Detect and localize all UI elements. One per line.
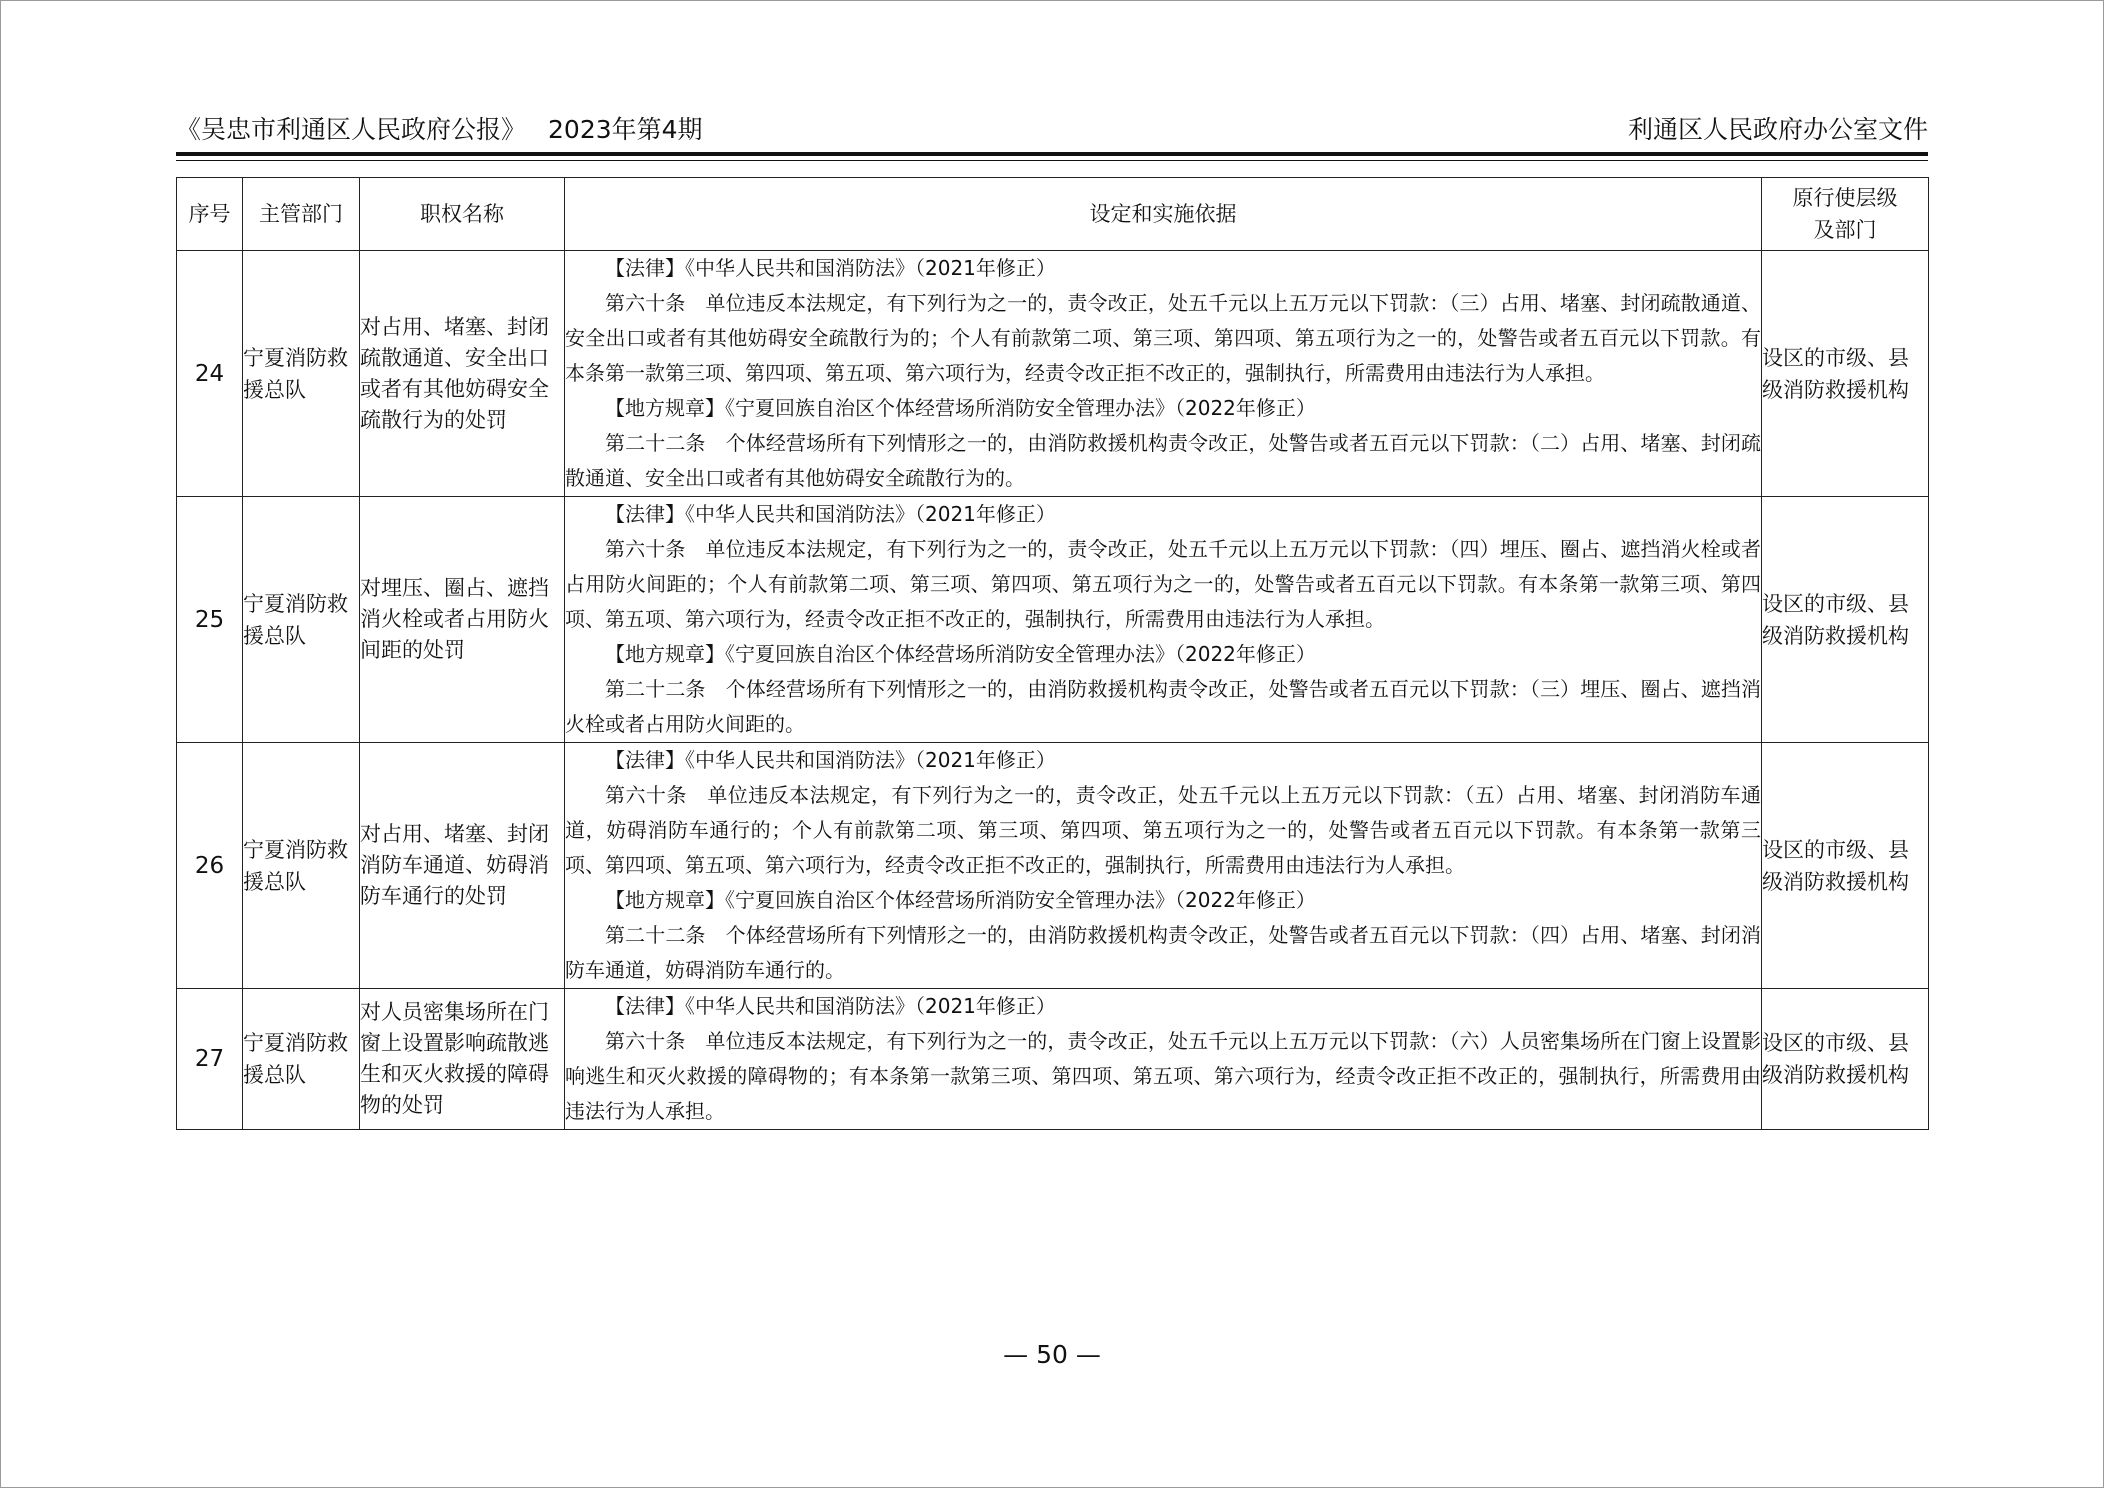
row-authority-name: 对占用、堵塞、封闭消防车通道、妨碍消防车通行的处罚 bbox=[360, 743, 565, 989]
row-basis bbox=[565, 989, 1762, 1130]
gazette-issue: 2023年第4期 bbox=[548, 115, 703, 144]
page-number: — 50 — bbox=[1003, 1340, 1101, 1369]
row-dept: 宁夏消防救援总队 bbox=[243, 989, 360, 1130]
row-authority-name: 对人员密集场所在门窗上设置影响疏散逃生和灭火救援的障碍物的处罚 bbox=[360, 989, 565, 1130]
row-level: 设区的市级、县级消防救援机构 bbox=[1762, 497, 1929, 743]
row-level: 设区的市级、县级消防救援机构 bbox=[1762, 743, 1929, 989]
basis-paragraph: 第二十二条 个体经营场所有下列情形之一的，由消防救援机构责令改正，处警告或者五百元以下罚款：（二）占用、堵塞、封闭疏散通道、安全出口或者有其他妨碍安全疏散行为的。 bbox=[565, 431, 1761, 490]
basis-paragraph: 【地方规章】《宁夏回族自治区个体经营场所消防安全管理办法》（2022年修正） bbox=[605, 888, 1316, 912]
row-authority-name: 对占用、堵塞、封闭疏散通道、安全出口或者有其他妨碍安全疏散行为的处罚 bbox=[360, 251, 565, 497]
col-header-no: 序号 bbox=[177, 178, 243, 251]
table-row bbox=[177, 497, 1929, 743]
gazette-name: 《吴忠市利通区人民政府公报》 bbox=[176, 115, 527, 144]
basis-paragraph: 第二十二条 个体经营场所有下列情形之一的，由消防救援机构责令改正，处警告或者五百元以下罚款：（四）占用、堵塞、封闭消防车通道，妨碍消防车通行的。 bbox=[565, 923, 1761, 982]
basis-paragraph: 第二十二条 个体经营场所有下列情形之一的，由消防救援机构责令改正，处警告或者五百元以下罚款：（三）埋压、圈占、遮挡消火栓或者占用防火间距的。 bbox=[565, 677, 1761, 736]
basis-paragraph: 第六十条 单位违反本法规定，有下列行为之一的，责令改正，处五千元以上五万元以下罚款：（五）占用、堵塞、封闭消防车通道，妨碍消防车通行的；个人有前款第二项、第三项、第四项、第五项行为之一的，处警告或者五百元以下罚款。有本条第一款第三项、第四项、第五项、第六项行为，经责令改正拒不改正的，强制执行，所需费用由违法行为人承担。 bbox=[565, 783, 1761, 877]
basis-paragraph: 第六十条 单位违反本法规定，有下列行为之一的，责令改正，处五千元以上五万元以下罚款：（六）人员密集场所在门窗上设置影响逃生和灭火救援的障碍物的；有本条第一款第三项、第四项、第五项、第六项行为，经责令改正拒不改正的，强制执行，所需费用由违法行为人承担。 bbox=[565, 1029, 1761, 1123]
row-number: 24 bbox=[177, 251, 243, 497]
basis-paragraph: 【法律】《中华人民共和国消防法》（2021年修正） bbox=[605, 256, 1056, 280]
row-number: 25 bbox=[177, 497, 243, 743]
row-basis bbox=[565, 251, 1762, 497]
basis-paragraph: 【地方规章】《宁夏回族自治区个体经营场所消防安全管理办法》（2022年修正） bbox=[605, 396, 1316, 420]
col-header-level: 原行使层级及部门 bbox=[1762, 178, 1929, 251]
row-level: 设区的市级、县级消防救援机构 bbox=[1762, 251, 1929, 497]
row-level: 设区的市级、县级消防救援机构 bbox=[1762, 989, 1929, 1130]
col-header-name: 职权名称 bbox=[360, 178, 565, 251]
col-header-basis: 设定和实施依据 bbox=[565, 178, 1762, 251]
table-row bbox=[177, 743, 1929, 989]
col-header-dept: 主管部门 bbox=[243, 178, 360, 251]
authority-table bbox=[176, 177, 1929, 1130]
table-header-row bbox=[177, 178, 1929, 251]
row-dept: 宁夏消防救援总队 bbox=[243, 251, 360, 497]
basis-paragraph: 【地方规章】《宁夏回族自治区个体经营场所消防安全管理办法》（2022年修正） bbox=[605, 642, 1316, 666]
basis-paragraph: 第六十条 单位违反本法规定，有下列行为之一的，责令改正，处五千元以上五万元以下罚款：（四）埋压、圈占、遮挡消火栓或者占用防火间距的；个人有前款第二项、第三项、第四项、第五项行为之一的，处警告或者五百元以下罚款。有本条第一款第三项、第四项、第五项、第六项行为，经责令改正拒不改正的，强制执行，所需费用由违法行为人承担。 bbox=[565, 537, 1761, 631]
basis-paragraph: 【法律】《中华人民共和国消防法》（2021年修正） bbox=[605, 994, 1056, 1018]
table-row bbox=[177, 251, 1929, 497]
table-row bbox=[177, 989, 1929, 1130]
gazette-title bbox=[176, 110, 703, 146]
row-number: 26 bbox=[177, 743, 243, 989]
header-rule-thin bbox=[176, 160, 1928, 161]
header-rule-thick bbox=[176, 152, 1928, 156]
row-basis bbox=[565, 497, 1762, 743]
basis-paragraph: 【法律】《中华人民共和国消防法》（2021年修正） bbox=[605, 502, 1056, 526]
basis-paragraph: 第六十条 单位违反本法规定，有下列行为之一的，责令改正，处五千元以上五万元以下罚款：（三）占用、堵塞、封闭疏散通道、安全出口或者有其他妨碍安全疏散行为的；个人有前款第二项、第三项、第四项、第五项行为之一的，处警告或者五百元以下罚款。有本条第一款第三项、第四项、第五项、第六项行为，经责令改正拒不改正的，强制执行，所需费用由违法行为人承担。 bbox=[565, 291, 1761, 385]
row-number: 27 bbox=[177, 989, 243, 1130]
office-label: 利通区人民政府办公室文件 bbox=[1627, 115, 1928, 144]
basis-paragraph: 【法律】《中华人民共和国消防法》（2021年修正） bbox=[605, 748, 1056, 772]
page-header bbox=[176, 110, 1928, 148]
row-authority-name: 对埋压、圈占、遮挡消火栓或者占用防火间距的处罚 bbox=[360, 497, 565, 743]
row-dept: 宁夏消防救援总队 bbox=[243, 743, 360, 989]
row-dept: 宁夏消防救援总队 bbox=[243, 497, 360, 743]
row-basis bbox=[565, 743, 1762, 989]
